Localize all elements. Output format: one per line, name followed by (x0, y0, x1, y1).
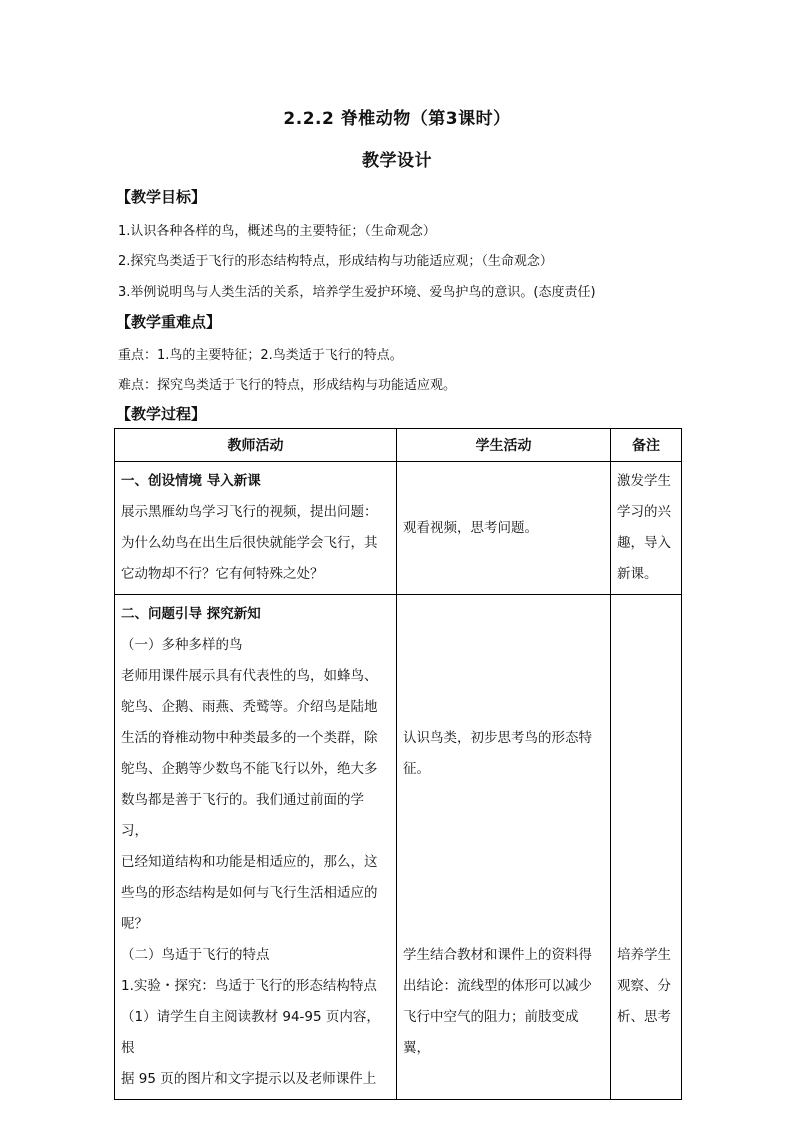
text-line: 鸵鸟、企鹅、雨燕、秃鹫等。介绍鸟是陆地 (121, 699, 378, 715)
table-row (115, 595, 682, 1100)
objective-item: 1.认识各种各样的鸟，概述鸟的主要特征；（生命观念） (118, 224, 436, 239)
text-line: 数鸟都是善于飞行的。我们通过前面的学习， (121, 792, 364, 839)
text-line: 已经知道结构和功能是相适应的，那么，这 (121, 854, 378, 870)
page-title: 2.2.2 脊椎动物（第3课时） (283, 109, 511, 129)
teacher-activity-cell (115, 462, 397, 595)
teacher-activity-cell (115, 595, 397, 1100)
objective-item: 2.探究鸟类适于飞行的形态结构特点，形成结构与功能适应观；（生命观念） (118, 254, 553, 269)
table-header-row (115, 429, 682, 462)
lesson-process-table (114, 428, 682, 1100)
notes-cell (611, 595, 682, 1100)
column-header-teacher: 教师活动 (115, 429, 397, 462)
objectives-heading: 【教学目标】 (116, 188, 207, 206)
text-line: 些鸟的形态结构是如何与飞行生活相适应的 (121, 885, 378, 901)
student-activity-cell (397, 462, 611, 595)
student-activity-cell (397, 595, 611, 1100)
text-line: 为什么幼鸟在出生后很快就能学会飞行，其 (121, 535, 378, 551)
text-line: 它动物却不行？它有何特殊之处？ (121, 566, 324, 582)
notes-cell (611, 462, 682, 595)
text-line: 展示黑雁幼鸟学习飞行的视频，提出问题： (121, 504, 378, 520)
text-line: 观看视频，思考问题。 (403, 519, 538, 536)
text-line: 鸵鸟、企鹅等少数鸟不能飞行以外，绝大多 (121, 761, 378, 777)
text-line: 析、思考 (617, 1009, 671, 1025)
text-line: （一）多种多样的鸟 (121, 637, 243, 653)
section-heading: 二、问题引导 探究新知 (121, 606, 261, 622)
text-line: 观察、分 (617, 978, 671, 994)
key-points-heading: 【教学重难点】 (116, 313, 222, 331)
process-heading: 【教学过程】 (116, 405, 207, 423)
text-line: 呢？ (121, 916, 148, 932)
text-line: 学习的兴 (617, 504, 671, 520)
text-line: 出结论：流线型的体形可以减少 (403, 978, 592, 994)
key-point-focus: 重点：1.鸟的主要特征；2.鸟类适于飞行的特点。 (118, 348, 403, 363)
column-header-notes: 备注 (611, 429, 682, 462)
text-line: （二）鸟适于飞行的特点 (121, 947, 270, 963)
text-line: 据 95 页的图片和文字提示以及老师课件上 (121, 1071, 377, 1087)
text-line: 飞行中空气的阻力；前肢变成翼， (403, 1009, 579, 1056)
text-line: 1.实验・探究：鸟适于飞行的形态结构特点 (121, 978, 377, 994)
text-line: 征。 (403, 761, 430, 777)
objective-item: 3.举例说明鸟与人类生活的关系，培养学生爱护环境、爱鸟护鸟的意识。(态度责任) (118, 285, 596, 300)
text-line: 认识鸟类，初步思考鸟的形态特 (403, 730, 592, 746)
column-header-student: 学生活动 (397, 429, 611, 462)
text-line: 生活的脊椎动物中种类最多的一个类群，除 (121, 730, 378, 746)
text-line: 学生结合教材和课件上的资料得 (403, 947, 592, 963)
text-line: 培养学生 (617, 947, 671, 963)
text-line: 激发学生 (617, 473, 671, 489)
text-line: 趣，导入 (617, 535, 671, 551)
key-point-difficulty: 难点：探究鸟类适于飞行的特点，形成结构与功能适应观。 (118, 378, 457, 393)
table-row (115, 462, 682, 595)
page-subtitle: 教学设计 (362, 151, 432, 171)
text-line: 老师用课件展示具有代表性的鸟，如蜂鸟、 (121, 668, 378, 684)
text-line: 新课。 (617, 566, 658, 582)
text-line: （1）请学生自主阅读教材 94-95 页内容，根 (121, 1009, 380, 1056)
section-heading: 一、创设情境 导入新课 (121, 473, 261, 489)
